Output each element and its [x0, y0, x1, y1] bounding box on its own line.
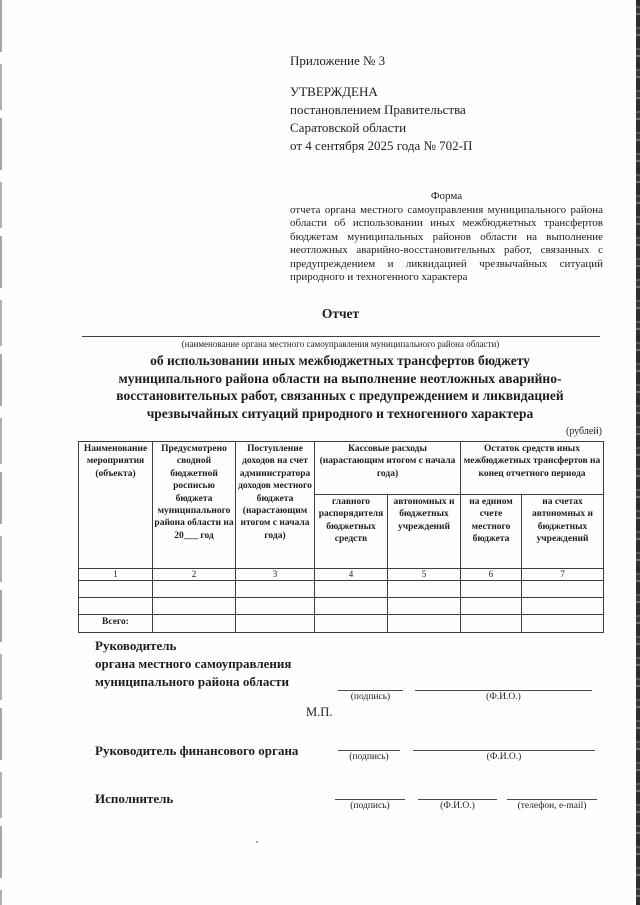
empty-cell	[388, 615, 461, 633]
table-row	[79, 598, 604, 615]
column-number: 6	[461, 569, 522, 581]
fullname-caption: (Ф.И.О.)	[486, 752, 522, 762]
empty-cell	[153, 581, 236, 598]
signature-caption: (подпись)	[349, 752, 389, 762]
column-number: 3	[236, 569, 315, 581]
head-signature-blank-line	[338, 676, 403, 691]
signature-caption: (подпись)	[350, 692, 391, 702]
signature-caption: (подпись)	[350, 801, 390, 811]
org-name-caption: (наименование органа местного самоуправления муниципального района области)	[181, 339, 500, 349]
col-header-single-account: на едином счете местного бюджета	[461, 495, 522, 569]
units-label: (рублей)	[565, 426, 602, 437]
signature-head-label-line: Руководитель	[95, 638, 177, 653]
contact-caption: (телефон, e-mail)	[517, 801, 587, 811]
fullname-caption: (Ф.И.О.)	[486, 692, 521, 702]
approval-block	[290, 52, 600, 155]
column-number-row	[79, 569, 604, 581]
head-fullname-blank-line	[415, 676, 592, 691]
report-subtitle	[62, 352, 618, 422]
scan-artifact-right-edge	[636, 0, 640, 905]
stamp-place-label: М.П.	[306, 705, 333, 719]
executor-fullname-blank-line	[418, 786, 497, 800]
empty-cell	[236, 581, 315, 598]
approved-by-line: постановлением Правительства	[290, 102, 466, 117]
empty-cell	[315, 615, 388, 633]
col-group-remaining-funds: Остаток средств иных межбюджетных трансфертов на конец отчетного периода	[461, 442, 604, 495]
empty-cell	[236, 598, 315, 615]
finance-signature-blank-line	[338, 736, 400, 751]
form-intro-body: отчета органа местного самоуправления муниципального района области об использовании иных межбюджетных трансфертов бюджетам муниципальных районов области на выполнение неотложных аварийно-восстановительных работ, связанных с предупреждением и ликвидацией чрезвычайных ситуаций природного и техногенного характера	[290, 203, 603, 283]
empty-cell	[153, 615, 236, 633]
signature-head-label-line: муниципального района области	[95, 674, 289, 689]
column-number: 2	[153, 569, 236, 581]
signature-head-label-line: органа местного самоуправления	[95, 656, 292, 671]
column-number: 5	[388, 569, 461, 581]
col-header-planned-budget: Предусмотрено сводной бюджетной росписью бюджета муниципального района области на 20___ год	[153, 442, 236, 569]
scan-dot-artifact	[256, 841, 258, 843]
col-group-cash-expenses: Кассовые расходы (нарастающим итогом с начала года)	[315, 442, 461, 495]
col-header-chief-administrator: главного распорядителя бюджетных средств	[315, 495, 388, 569]
column-number: 7	[522, 569, 604, 581]
col-header-autonomous-institutions-accounts: на счетах автономных и бюджетных учреждений	[522, 495, 604, 569]
col-header-income-receipts: Поступление доходов на счет администратора доходов местного бюджета (нарастающим итогом с начала года)	[236, 442, 315, 569]
empty-cell	[236, 615, 315, 633]
empty-cell	[79, 581, 153, 598]
col-header-autonomous-institutions-cash: автономных и бюджетных учреждений	[388, 495, 461, 569]
report-title: Отчет	[321, 306, 360, 321]
empty-cell	[461, 598, 522, 615]
approved-date-number-line: от 4 сентября 2025 года № 702-П	[290, 138, 473, 153]
org-name-blank-line	[82, 322, 600, 337]
report-subtitle-line: чрезвычайных ситуаций природного и техногенного характера	[146, 405, 534, 421]
form-intro-title: Форма	[430, 190, 463, 202]
report-table	[78, 441, 604, 633]
report-subtitle-line: муниципального района области на выполнение неотложных аварийно-	[118, 370, 562, 386]
approved-by-line: Саратовской области	[290, 120, 407, 135]
empty-cell	[388, 598, 461, 615]
column-number: 4	[315, 569, 388, 581]
empty-cell	[522, 615, 604, 633]
fullname-caption: (Ф.И.О.)	[440, 801, 475, 811]
empty-cell	[315, 581, 388, 598]
empty-cell	[388, 581, 461, 598]
signature-head-label	[95, 637, 355, 691]
empty-cell	[315, 598, 388, 615]
appendix-number: Приложение № 3	[290, 53, 386, 68]
empty-cell	[522, 598, 604, 615]
table-row	[79, 581, 604, 598]
col-header-activity-name: Наименование мероприятия (объекта)	[79, 442, 153, 569]
report-subtitle-line: восстановительных работ, связанных с предупреждением и ликвидацией	[116, 388, 564, 403]
scan-artifact-left-edge	[0, 0, 2, 905]
report-subtitle-line: об использовании иных межбюджетных трансфертов бюджету	[150, 353, 530, 368]
empty-cell	[522, 581, 604, 598]
column-number: 1	[79, 569, 153, 581]
total-label: Всего:	[79, 615, 153, 633]
executor-signature-blank-line	[335, 786, 405, 800]
total-row	[79, 615, 604, 633]
signature-finance-label: Руководитель финансового органа	[95, 743, 299, 758]
signature-executor-label: Исполнитель	[95, 791, 174, 806]
empty-cell	[79, 598, 153, 615]
executor-contact-blank-line	[507, 786, 597, 800]
empty-cell	[461, 615, 522, 633]
finance-fullname-blank-line	[413, 736, 595, 751]
empty-cell	[461, 581, 522, 598]
empty-cell	[153, 598, 236, 615]
approved-label: УТВЕРЖДЕНА	[290, 84, 378, 99]
form-intro-block	[290, 190, 603, 285]
